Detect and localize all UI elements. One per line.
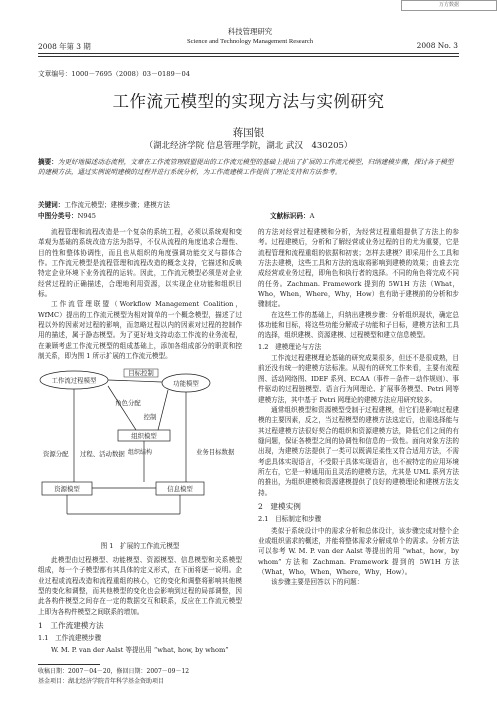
paragraph: 在这些工作的基础上，归纳出建模步骤：分析组织现状，确定总体功能和目标，将这些功能分解成子功能和子目标，建模方法和工具的选择，组织建模、资源建模、过程模型和建立信息模型。 [258, 310, 459, 340]
abstract-text: 为更好地描述动态流程，文章在工作流管理联盟提出的工作流元模型的基础上提出了扩展的工作流元模型，归纳建模步骤，探讨各子模型的建模方法，通过实例说明建模的过程并进行系统分析，为工作流建模工作提供了理论支持和方法参考。 [38, 158, 454, 177]
header-rule [38, 53, 459, 57]
document-code [270, 210, 314, 220]
section-heading: 1 工作流建模方法 [38, 620, 104, 630]
paragraph: 类似于系统设计中的需求分析和总体设计，该步骤完成对整个企业或组织需求的概述，并能将整体需求分解成单个的需求。分析方法可以参考 W. M. P. van der Aalst 等提出的用 “what，how，by whom” 方法和 Zachman. Framework 提到的 5W1H 方法（What，Who，When，Where，Why，How）。 [258, 526, 459, 576]
paragraph: 此模型由过程模型、功能模型、资源模型、信息模型和关系模型组成，每一个子模型都有其具体的定义形式，在下面将逐一说明。企业过程或流程改造和流程重组的核心，它的变化和调整将影响其他模型的变化和调整，而其他模型的变化也会影响到过程的局部调整，因此各构件模型之间存在一定的数据交互和联系，反应在工作流元模型上即为各构件模型之间联系的增加。 [38, 555, 242, 616]
connector [158, 390, 168, 430]
resource-model-label: 资源模型 [54, 485, 80, 494]
classification-number [38, 210, 96, 220]
footnote-rule [38, 664, 100, 665]
org-structure-label: 组织结构 [128, 449, 153, 457]
clc-label: 中图分类号： [38, 212, 78, 220]
subsection-heading: 2.1 目标制定和步骤 [258, 515, 322, 524]
paper-title: 工作流元模型的实现方法与实例研究 [112, 92, 385, 111]
role-assign-label: 角色分配 [115, 399, 141, 408]
process-model-label: 工作流过程模型 [51, 376, 97, 385]
connector [108, 380, 162, 382]
information-model-label: 信息模型 [167, 485, 193, 494]
article-number: 文章编号：1000－7695（2008）03－0189－04 [38, 70, 190, 78]
watermark-stamp: 万方数据 [401, 0, 497, 11]
doc-code-label: 文献标识码： [270, 212, 310, 220]
header-issue-en: 2008 No. 3 [416, 41, 458, 50]
keywords [38, 199, 170, 209]
business-goal-data-label: 业务目标数据 [196, 448, 235, 457]
paragraph: 的方法对经营过程建模和分析，为经营过程重组提供了方法上的参考。过程建模后，分析和了解经营或业务过程的目的尤为重要，它是流程管理和流程重组的依据和初衷；怎样去建模？即采用什么工具和方法去建模，这些工具和方法的选取将影响到建模的效果；由谁去完成经营或业务过程，即角色和执行者的选择。不同的角色将完成不同的任务。Zachman. Framework 提到的 5W1H 方法（What，Who，When，Where，Why，How）也有助于建模前的分析和步骤制定。 [258, 228, 459, 309]
received-date: 收稿日期：2007－04－20，修回日期：2007－09－12 [38, 668, 190, 675]
abstract-label: 摘要： [38, 158, 58, 166]
fund-project: 基金项目：湖北经济学院青年科学基金资助项目 [38, 678, 165, 685]
abstract [38, 157, 457, 178]
author-name: 蒋国银 [232, 127, 265, 139]
paragraph: 工作流过程建模理论基础的研究成果很多，但还不是很成熟，目前还没有统一的建模方法标准。从现有的研究工作来看，主要有流程图、活动网络图、IDEF 系列、ECAA（事件－条件－动作规则）、事件驱动的过程链模型、语言行为网理论、扩展事务模型、Petri 网等建模方法，其中基于 Petri 网理论的建模方法应用研究较多。 [258, 354, 459, 404]
activity-model-label: 功能模型 [173, 379, 199, 388]
header-issue: 2008 年第 3 期 [38, 42, 91, 51]
doc-code-value: A [309, 212, 315, 220]
section-heading: 2 建模实例 [258, 501, 301, 511]
paragraph: 通常组织模型和资源模型受制于过程建模，但它们是影响过程建模的主要因素，反之，当过程模型的建模方法选定后，也需选择能与其过程建模方法很好契合的组织和资源建模方法，降低它们之间的有缝问题，保证各模型之间的协调性和信息的一致性。面向对象方法的出现，为建模方法提供了一类可以既满足柔性又符合适用方法，不需考虑具体实现语言，不受限于具体实现语言，也不被特定的应用环境所左右，它是一种通用而且灵活的建模方法，尤其是 UML 系列方法的推出，为组织建模和资源建模提供了良好的建模理论和建模方法支持。 [258, 405, 459, 497]
organization-model-label: 组织模型 [131, 432, 157, 441]
journal-header [150, 27, 350, 47]
keywords-label: 关键词： [38, 201, 65, 209]
journal-name-cn: 科技管理研究 [227, 27, 273, 36]
control-label: 控制 [143, 413, 157, 422]
footnote [38, 667, 189, 687]
figure-caption: 图 1 扩展的工作流元模型 [100, 542, 180, 551]
process-activity-data-label: 过程、活动数据 [80, 450, 125, 459]
subsection-heading: 1.2 建模理论与方法 [258, 342, 322, 351]
clc-value: N945 [77, 212, 96, 220]
paragraph: W. M. P. van der Aalst 等提出用 “what, how, by whom” [51, 645, 229, 654]
author-affiliation: （湖北经济学院 信息管理学院，湖北 武汉 430205） [144, 141, 353, 151]
journal-name-en: Science and Technology Management Research [186, 38, 314, 45]
paragraph: 流程管理和流程改造是一个复杂的系统工程，必须以系统观和变革观为基础的系统改造方法为指导，不仅从流程的角度追求合理性、目的性和整体协调性，而且也从组织的角度强调功能交叉与群体合作。工作流元模型是流程管理和流程改造的概念支持，它描述和反映特定企业环境下业务流程的运转。因此，工作流元模型必须是对企业经营过程的正确描述，合理地利用资源，以实现企业功能和组织目标。 [38, 228, 242, 299]
goal-control-label: 目标控制 [128, 369, 154, 378]
extended-workflow-metamodel-diagram [38, 364, 242, 539]
keywords-text: 工作流元模型；建模步骤；建模方法 [64, 201, 170, 209]
paragraph: 该步骤主要是回答以下的问题： [271, 578, 364, 587]
resource-alloc-label: 资源分配 [43, 450, 69, 459]
subsection-heading: 1.1 工作流建模步骤 [38, 634, 102, 643]
connector [108, 386, 136, 430]
left-column [38, 227, 242, 655]
paragraph: 工作流管理联盟（Workflow Management Coalition，WfMC）提出的工作流元模型为相对简单的一个概念模型，描述了过程以外的因素对过程的影响，而忽略过程以内的因素对过程的控制作用的描述，属于静态模型。为了更好地支持动态工作流的业务流程，在兼顾考虑工作流元模型的组成基础上，添加各组成部分的职责和控制关系，即为图 1 所示扩展的工作流元模型。 [38, 300, 242, 361]
right-column [258, 227, 459, 588]
